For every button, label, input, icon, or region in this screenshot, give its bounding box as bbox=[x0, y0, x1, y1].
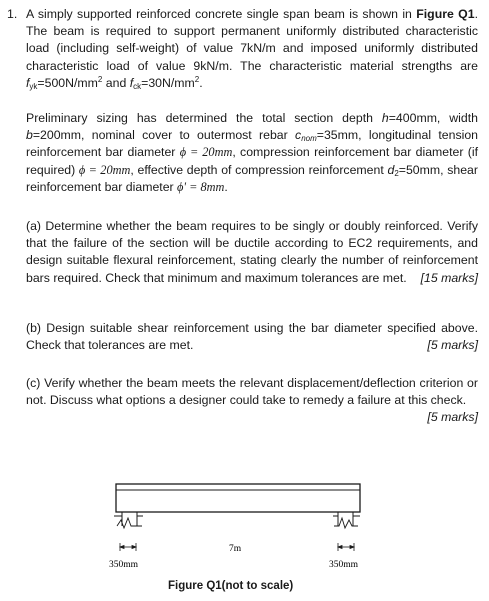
fck-value: =30N/mm bbox=[141, 75, 195, 90]
left-support bbox=[114, 512, 143, 528]
part-b bbox=[26, 320, 478, 354]
intro-text-2: . The beam is required to support permanent uniformly distributed characteristic load (including self-weight) of value 7kN/m and imposed uniformly distributed characteristic load of value 9kN/m. The characteristic material strengths are bbox=[26, 7, 478, 73]
d2-symbol: d bbox=[387, 162, 395, 177]
right-support-label: 350mm bbox=[329, 560, 359, 570]
phi-compression: ϕ = 20mm bbox=[78, 162, 131, 177]
beam-figure bbox=[0, 480, 489, 580]
part-a-marks: [15 marks] bbox=[420, 270, 478, 285]
part-a-text: (a) Determine whether the beam requires to be singly or doubly reinforced. Verify that the failure of the section will be ductile according to EC2 requirements, and design suitable flexural reinforcement, stating clearly the number of reinforcement bars required. Check that minimum and maximum tolerances are met. bbox=[26, 219, 478, 285]
part-c-text: (c) Verify whether the beam meets the relevant displacement/deflection criterion or not. Discuss what options a designer could take to remedy a failure at this check. bbox=[26, 376, 478, 408]
sizing-paragraph bbox=[26, 110, 478, 196]
intro-text: A simply supported reinforced concrete single span beam is shown in bbox=[26, 7, 417, 21]
phi-shear: ϕ' = 8mm bbox=[177, 179, 225, 194]
c-symbol: c bbox=[295, 128, 302, 143]
fyk-superscript: 2 bbox=[97, 74, 103, 84]
fck-superscript: 2 bbox=[194, 74, 200, 84]
part-c-marks: [5 marks] bbox=[427, 410, 478, 425]
sizing-text-3: =200mm, nominal cover to outermost rebar bbox=[32, 128, 296, 143]
sizing-text-7: =50mm, shear reinforcement bar diameter bbox=[26, 162, 478, 194]
fyk-subscript: yk bbox=[29, 81, 38, 91]
phi-tension: ϕ = 20mm bbox=[179, 145, 233, 160]
question-number: 1. bbox=[7, 7, 18, 21]
intro-paragraph bbox=[26, 6, 478, 92]
sizing-text-4: =35mm, longitudinal tension reinforcement bar diameter bbox=[26, 128, 479, 160]
part-a bbox=[26, 218, 478, 287]
sizing-text-1: Preliminary sizing has determined the total section depth bbox=[26, 111, 382, 125]
right-support bbox=[333, 512, 360, 528]
b-symbol: b bbox=[26, 128, 33, 143]
figure-reference: Figure Q1 bbox=[416, 7, 475, 21]
fck-subscript: ck bbox=[133, 81, 142, 91]
d2-subscript: 2 bbox=[394, 168, 399, 178]
h-symbol: h bbox=[381, 111, 389, 125]
sizing-text-5: , compression reinforcement bar diameter (if required) bbox=[26, 145, 479, 177]
fyk-symbol: f bbox=[26, 75, 30, 90]
span-label: 7m bbox=[229, 544, 242, 554]
part-b-text: (b) Design suitable shear reinforcement using the bar diameter specified above. Check that tolerances are met. bbox=[26, 321, 478, 353]
and-text: and bbox=[102, 75, 130, 90]
sizing-text-6: , effective depth of compression reinforcement bbox=[130, 162, 388, 177]
c-subscript: nom bbox=[301, 134, 317, 144]
left-dimension-arrow bbox=[120, 543, 136, 551]
fck-symbol: f bbox=[129, 75, 134, 90]
figure-caption: Figure Q1(not to scale) bbox=[168, 580, 294, 592]
beam-outline bbox=[116, 484, 360, 512]
part-b-marks: [5 marks] bbox=[427, 338, 478, 353]
part-c bbox=[26, 375, 478, 427]
left-support-label: 350mm bbox=[109, 560, 139, 570]
fyk-value: =500N/mm bbox=[37, 75, 98, 90]
sizing-text-2: =400mm, width bbox=[388, 111, 479, 125]
sizing-end: . bbox=[224, 179, 228, 194]
intro-end: . bbox=[199, 75, 203, 90]
right-dimension-arrow bbox=[338, 543, 354, 551]
